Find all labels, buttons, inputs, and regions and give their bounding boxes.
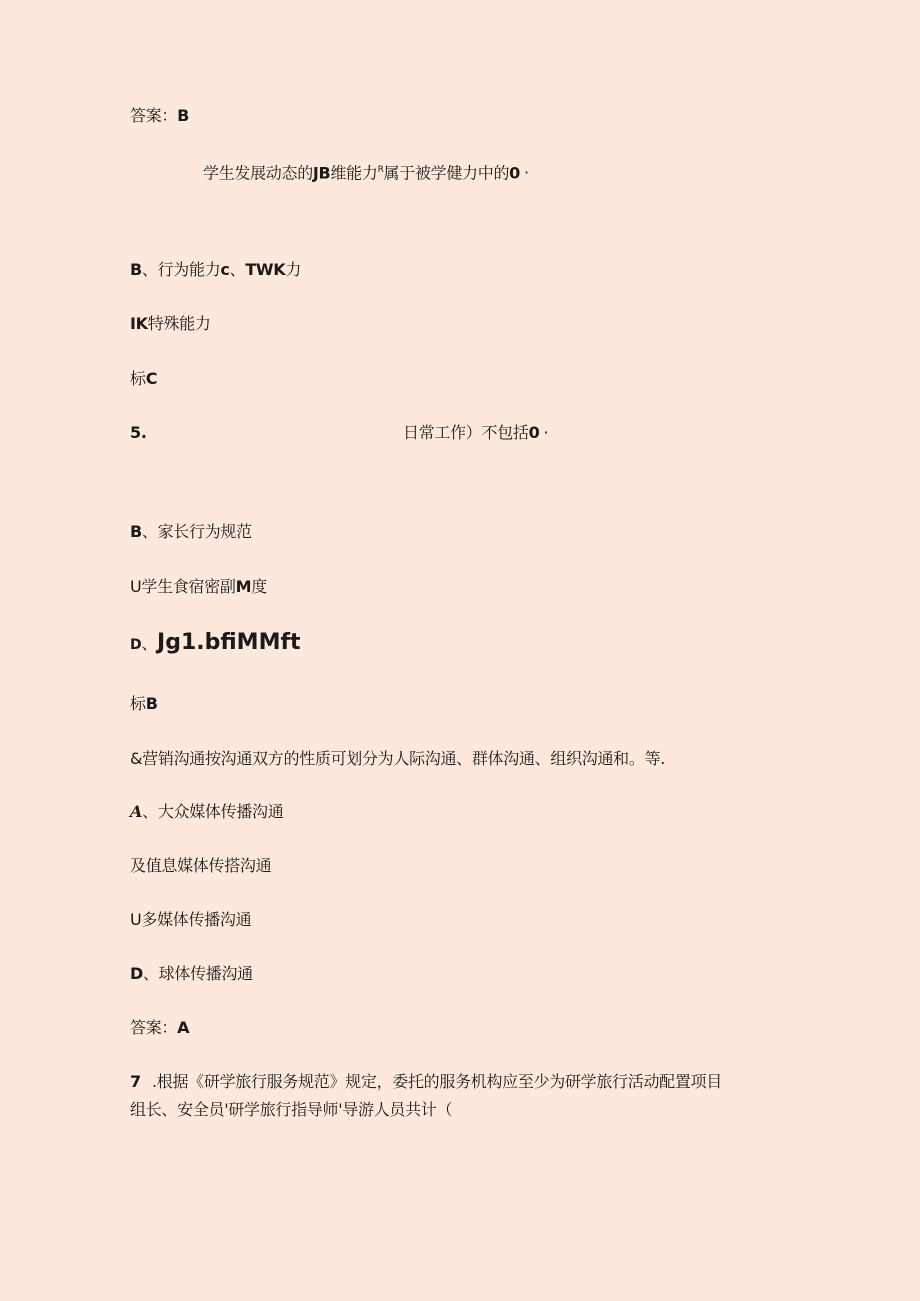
option-text: 、 (229, 260, 246, 279)
answer-value: B (177, 106, 190, 125)
option-text: M (235, 577, 252, 596)
option-text: 、球体传播沟通 (142, 964, 253, 983)
q4-text-part: JB (312, 163, 331, 183)
answer-label: 答案： (130, 1018, 178, 1037)
q4-text-part: 维能力 (330, 163, 378, 183)
question-7-number: 7 (130, 1072, 141, 1091)
key-value: B (145, 694, 158, 713)
question-5-number: 5. (130, 423, 147, 442)
q5-text-part: · (543, 423, 549, 442)
option-text: 、大众媒体传播沟通 (142, 802, 284, 821)
q4-option-d (130, 312, 211, 336)
option-letter: B (130, 522, 142, 541)
q5-text-part: 0 (528, 423, 540, 442)
option-letter: IK (130, 314, 148, 333)
q4-text-part: · (524, 163, 529, 183)
q4-text-part: 学生发展动态的 (203, 163, 313, 183)
key-value: C (145, 369, 158, 388)
q5-option-c (130, 575, 267, 599)
option-text: 力 (285, 260, 302, 279)
answer-label: 答案： (130, 106, 178, 125)
option-letter: A (130, 802, 143, 821)
q4-text-part: 属于被学健力中的 (383, 163, 510, 183)
option-text: 度 (251, 577, 267, 596)
option-text: 特殊能力 (147, 314, 211, 333)
q5-text-part: 日常工作）不包括 (403, 423, 529, 442)
answer-line (130, 104, 189, 128)
q6-option-d (130, 962, 253, 986)
option-text: 、家长行为规范 (141, 522, 252, 541)
q6-option-b: 及值息媒体传搭沟通 (130, 856, 272, 875)
option-letter: D (130, 964, 143, 983)
q4-text-part: 0 (509, 163, 520, 183)
answer-line (130, 1016, 189, 1040)
q6-option-a (130, 800, 283, 824)
option-letter: D (130, 637, 142, 653)
q4-option-b (130, 258, 301, 282)
question-4-text (203, 158, 529, 185)
q5-answer-key (130, 692, 158, 716)
key-label: 标 (130, 694, 146, 713)
option-text: 、 (141, 634, 158, 653)
question-6-text: &营销沟通按沟通双方的性质可划分为人际沟通、群体沟通、组织沟通和。等. (130, 749, 666, 768)
key-label: 标 (130, 369, 146, 388)
option-letter: B (130, 260, 142, 279)
q5-option-b (130, 520, 252, 544)
q5-option-d (130, 631, 301, 657)
q4-answer-key (130, 367, 157, 391)
option-text: Jg1.bfiMMft (157, 630, 301, 655)
option-text: 、行为能力 (141, 260, 221, 279)
question-5-text (403, 421, 548, 445)
question-7-line-1: .根据《研学旅行服务规范》规定，委托的服务机构应至少为研学旅行活动配置项目 (152, 1072, 722, 1091)
option-text: TWK (245, 260, 286, 279)
question-7-line-2: 组长、安全员'研学旅行指导师'导游人员共计（ (130, 1100, 453, 1119)
option-text: U学生食宿密副 (130, 577, 236, 596)
q4-text-part: R (377, 165, 384, 175)
option-letter: c (220, 260, 230, 279)
q6-option-c: U多媒体传播沟通 (130, 910, 252, 929)
answer-value: A (177, 1018, 190, 1037)
